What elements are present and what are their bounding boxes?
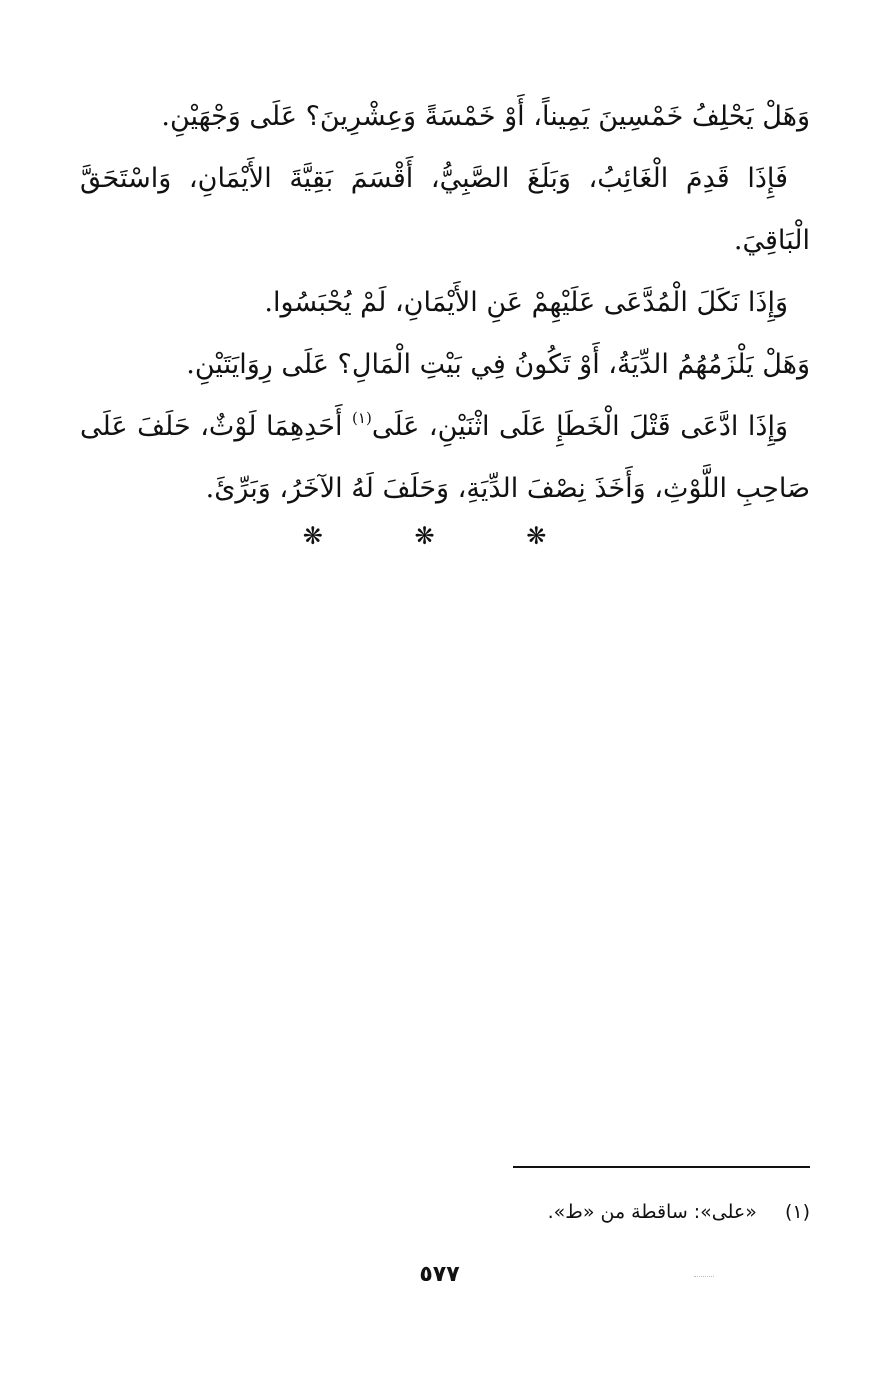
footnote <box>300 1196 810 1228</box>
footnote-number: (١) <box>784 1201 810 1223</box>
paragraph-1: وَهَلْ يَحْلِفُ خَمْسِينَ يَمِيناً، أَوْ خَمْسَةً وَعِشْرِينَ؟ عَلَى وَجْهَيْنِ. <box>161 101 810 132</box>
footnote-text: «على»: ساقطة من «ط». <box>547 1201 757 1223</box>
paragraph-2: فَإِذَا قَدِمَ الْغَائِبُ، وَبَلَغَ الصَّبِيُّ، أَقْسَمَ بَقِيَّةَ الأَيْمَانِ، وَاسْتَحَقَّ الْبَاقِيَ. <box>80 163 810 256</box>
main-text <box>80 86 810 520</box>
section-separator <box>0 522 879 550</box>
paragraph-5-part-1: وَإِذَا ادَّعَى قَتْلَ الْخَطَإِ عَلَى اثْنَيْنِ، عَلَى <box>371 411 788 442</box>
paragraph-4: وَهَلْ يَلْزَمُهُمُ الدِّيَةُ، أَوْ تَكُونُ فِي بَيْتِ الْمَالِ؟ عَلَى رِوَايَتَيْنِ. <box>186 349 810 380</box>
page-number: ٥٧٧ <box>419 1262 460 1287</box>
separator-star-icon: ❋ <box>526 522 577 550</box>
separator-star-icon: ❋ <box>414 522 465 550</box>
paragraph-3: وَإِذَا نَكَلَ الْمُدَّعَى عَلَيْهِمْ عَنِ الأَيْمَانِ، لَمْ يُحْبَسُوا. <box>264 287 788 318</box>
paragraph-5-part-2: أَحَدِهِمَا لَوْثٌ، حَلَفَ عَلَى صَاحِبِ اللَّوْثِ، وَأَخَذَ نِصْفَ الدِّيَةِ، وَحَلَفَ لَهُ الآخَرُ، وَبَرِّئَ. <box>80 411 810 504</box>
footnote-divider <box>513 1166 810 1168</box>
paragraph-5 <box>80 396 810 520</box>
footnote-reference: (١) <box>352 409 372 427</box>
separator-star-icon: ❋ <box>302 522 353 550</box>
